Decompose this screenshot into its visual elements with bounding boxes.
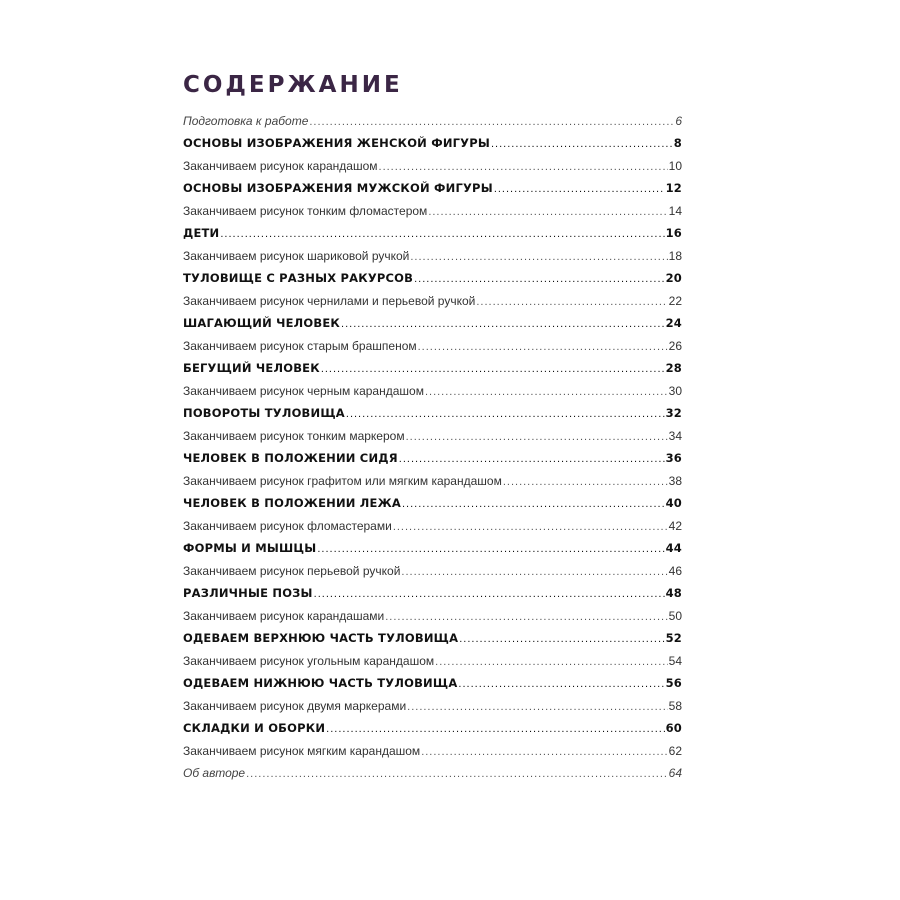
chapter-title: ШАГАЮЩИЙ ЧЕЛОВЕК	[183, 316, 341, 330]
dot-leader	[314, 582, 665, 606]
dot-leader	[246, 762, 668, 785]
toc-entry	[183, 402, 682, 425]
dot-leader	[379, 155, 668, 178]
section-title: Заканчиваем рисунок чернилами и перьевой ручкой	[183, 294, 476, 308]
section-title: Заканчиваем рисунок черным карандашом	[183, 384, 424, 398]
dot-leader	[407, 695, 667, 718]
section-title: Заканчиваем рисунок старым брашпеном	[183, 339, 417, 353]
toc-entry	[183, 762, 682, 784]
toc-entry	[183, 717, 682, 740]
page-number: 32	[665, 406, 682, 420]
chapter-title: ОСНОВЫ ИЗОБРАЖЕНИЯ МУЖСКОЙ ФИГУРЫ	[183, 181, 493, 195]
page-title: СОДЕРЖАНИЕ	[183, 72, 403, 98]
section-title: Заканчиваем рисунок карандашом	[183, 159, 378, 173]
dot-leader	[220, 222, 664, 246]
dot-leader	[425, 380, 668, 403]
page-number: 10	[668, 159, 682, 173]
toc-entry	[183, 267, 682, 290]
page-number: 16	[665, 226, 682, 240]
page-number: 38	[668, 474, 682, 488]
dot-leader	[402, 492, 665, 516]
toc-entry	[183, 627, 682, 650]
page-number: 56	[665, 676, 682, 690]
page-number: 36	[665, 451, 682, 465]
toc-entry	[183, 335, 682, 357]
page-number: 64	[668, 766, 682, 780]
chapter-title: ФОРМЫ И МЫШЦЫ	[183, 541, 317, 555]
toc-entry	[183, 582, 682, 605]
dot-leader	[385, 605, 667, 628]
chapter-title: ЧЕЛОВЕК В ПОЛОЖЕНИИ ЛЕЖА	[183, 496, 401, 510]
page-number: 44	[665, 541, 682, 555]
toc-entry	[183, 132, 682, 155]
page-number: 60	[665, 721, 682, 735]
toc-entry	[183, 155, 682, 177]
dot-leader	[503, 470, 668, 493]
toc-entry	[183, 357, 682, 380]
table-of-contents	[183, 110, 682, 784]
toc-entry	[183, 177, 682, 200]
toc-entry	[183, 560, 682, 582]
page-number: 14	[668, 204, 682, 218]
page-number: 52	[665, 631, 682, 645]
chapter-title: ОДЕВАЕМ ВЕРХНЮЮ ЧАСТЬ ТУЛОВИЩА	[183, 631, 459, 645]
page-number: 28	[665, 361, 682, 375]
dot-leader	[414, 267, 665, 291]
dot-leader	[476, 290, 667, 313]
dot-leader	[406, 425, 668, 448]
page-number: 54	[668, 654, 682, 668]
page-number: 22	[668, 294, 682, 308]
section-title: Заканчиваем рисунок двумя маркерами	[183, 699, 407, 713]
chapter-title: ОСНОВЫ ИЗОБРАЖЕНИЯ ЖЕНСКОЙ ФИГУРЫ	[183, 136, 490, 150]
toc-entry	[183, 695, 682, 717]
page-number: 20	[665, 271, 682, 285]
toc-entry	[183, 380, 682, 402]
section-title: Заканчиваем рисунок мягким карандашом	[183, 744, 421, 758]
dot-leader	[393, 515, 668, 538]
dot-leader	[428, 200, 667, 223]
toc-entry	[183, 447, 682, 470]
page-number: 58	[668, 699, 682, 713]
page-number: 26	[668, 339, 682, 353]
page-number: 48	[665, 586, 682, 600]
dot-leader	[458, 672, 664, 696]
page-number: 12	[665, 181, 682, 195]
toc-entry	[183, 740, 682, 762]
page-number: 18	[668, 249, 682, 263]
toc-entry	[183, 672, 682, 695]
chapter-title: ОДЕВАЕМ НИЖНЮЮ ЧАСТЬ ТУЛОВИЩА	[183, 676, 458, 690]
dot-leader	[421, 740, 667, 763]
toc-entry	[183, 492, 682, 515]
toc-entry	[183, 222, 682, 245]
toc-entry	[183, 312, 682, 335]
dot-leader	[399, 447, 665, 471]
toc-entry	[183, 425, 682, 447]
toc-entry	[183, 537, 682, 560]
section-title: Заканчиваем рисунок перьевой ручкой	[183, 564, 401, 578]
toc-entry	[183, 290, 682, 312]
section-title: Заканчиваем рисунок шариковой ручкой	[183, 249, 410, 263]
dot-leader	[346, 402, 665, 426]
dot-leader	[435, 650, 668, 673]
page-number: 62	[668, 744, 682, 758]
page-number: 8	[673, 136, 682, 150]
section-title: Заканчиваем рисунок фломастерами	[183, 519, 392, 533]
page-number: 24	[665, 316, 682, 330]
dot-leader	[418, 335, 668, 358]
section-title: Заканчиваем рисунок тонким маркером	[183, 429, 405, 443]
page-number: 42	[668, 519, 682, 533]
dot-leader	[326, 717, 664, 741]
chapter-title: ДЕТИ	[183, 226, 220, 240]
toc-entry	[183, 515, 682, 537]
chapter-title: ЧЕЛОВЕК В ПОЛОЖЕНИИ СИДЯ	[183, 451, 398, 465]
page-number: 34	[668, 429, 682, 443]
dot-leader	[401, 560, 667, 583]
dot-leader	[317, 537, 664, 561]
chapter-title: СКЛАДКИ И ОБОРКИ	[183, 721, 326, 735]
section-title: Заканчиваем рисунок угольным карандашом	[183, 654, 435, 668]
chapter-title: ТУЛОВИЩЕ С РАЗНЫХ РАКУРСОВ	[183, 271, 414, 285]
toc-entry	[183, 470, 682, 492]
section-title: Заканчиваем рисунок тонким фломастером	[183, 204, 428, 218]
section-title: Об авторе	[183, 766, 246, 780]
page-number: 6	[675, 114, 682, 128]
dot-leader	[321, 357, 665, 381]
chapter-title: ПОВОРОТЫ ТУЛОВИЩА	[183, 406, 345, 420]
toc-entry	[183, 650, 682, 672]
dot-leader	[309, 110, 674, 133]
section-title: Заканчиваем рисунок карандашами	[183, 609, 385, 623]
dot-leader	[410, 245, 667, 268]
dot-leader	[341, 312, 665, 336]
toc-entry	[183, 110, 682, 132]
section-title: Заканчиваем рисунок графитом или мягким карандашом	[183, 474, 502, 488]
toc-entry	[183, 605, 682, 627]
toc-entry	[183, 200, 682, 222]
page-number: 30	[668, 384, 682, 398]
page-number: 46	[668, 564, 682, 578]
dot-leader	[494, 177, 665, 201]
dot-leader	[491, 132, 673, 156]
toc-entry	[183, 245, 682, 267]
section-title: Подготовка к работе	[183, 114, 309, 128]
page-number: 50	[668, 609, 682, 623]
chapter-title: БЕГУЩИЙ ЧЕЛОВЕК	[183, 361, 320, 375]
page-number: 40	[665, 496, 682, 510]
dot-leader	[459, 627, 664, 651]
chapter-title: РАЗЛИЧНЫЕ ПОЗЫ	[183, 586, 313, 600]
